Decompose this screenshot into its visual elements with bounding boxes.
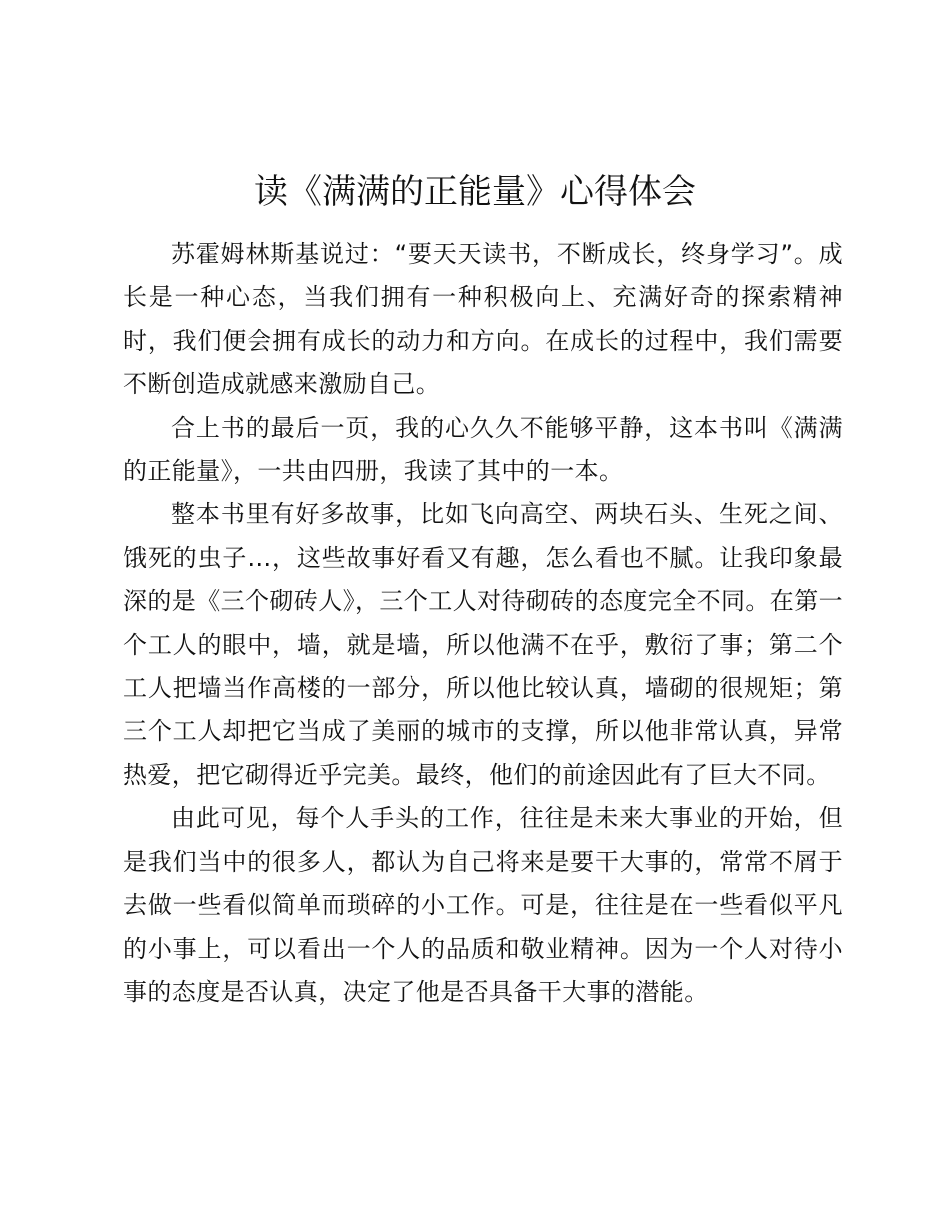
document-body — [123, 233, 843, 1014]
paragraph: 整本书里有好多故事，比如飞向高空、两块石头、生死之间、饿死的虫子…，这些故事好看又有趣，怎么看也不腻。让我印象最深的是《三个砌砖人》，三个工人对待砌砖的态度完全不同。在第一个工人的眼中，墙，就是墙，所以他满不在乎，敷衍了事；第二个工人把墙当作高楼的一部分，所以他比较认真，墙砌的很规矩；第三个工人却把它当成了美丽的城市的支撑，所以他非常认真，异常热爱，把它砌得近乎完美。最终，他们的前途因此有了巨大不同。 — [123, 500, 843, 789]
paragraph: 苏霍姆林斯基说过：“要天天读书，不断成长，终身学习”。成长是一种心态，当我们拥有一种积极向上、充满好奇的探索精神时，我们便会拥有成长的动力和方向。在成长的过程中，我们需要不断创造成就感来激励自己。 — [123, 240, 843, 399]
paragraph: 由此可见，每个人手头的工作，往往是未来大事业的开始，但是我们当中的很多人，都认为自己将来是要干大事的，常常不屑于去做一些看似简单而琐碎的小工作。可是，往往是在一些看似平凡的小事上，可以看出一个人的品质和敬业精神。因为一个人对待小事的态度是否认真，决定了他是否具备干大事的潜能。 — [123, 804, 843, 1006]
page-title: 读《满满的正能量》心得体会 — [254, 172, 696, 212]
paragraph: 合上书的最后一页，我的心久久不能够平静，这本书叫《满满的正能量》，一共由四册，我读了其中的一本。 — [123, 413, 843, 486]
